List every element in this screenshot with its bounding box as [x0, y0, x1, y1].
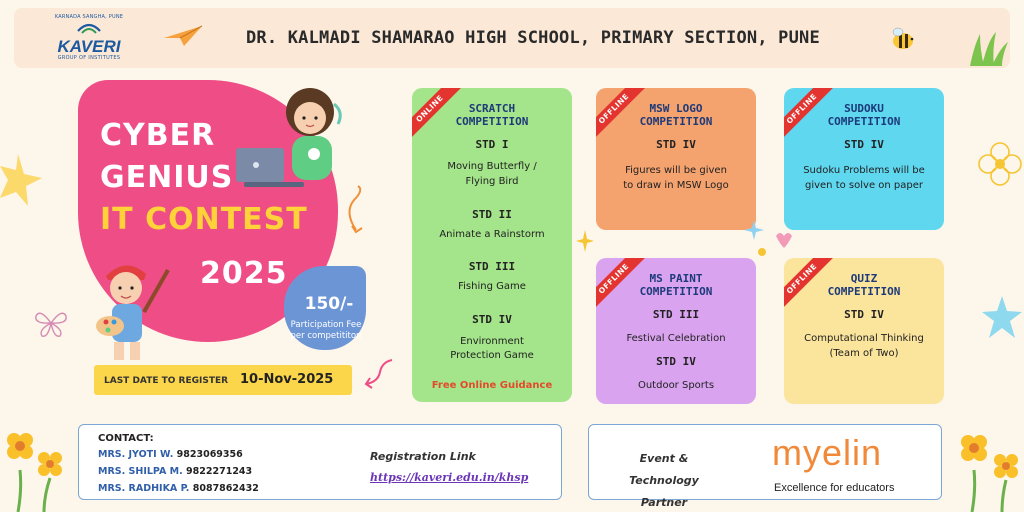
- partner-tagline: Excellence for educators: [774, 482, 895, 494]
- contact-phone[interactable]: 9823069356: [176, 449, 243, 460]
- header-banner: [14, 8, 1010, 68]
- scratch-std-2: STD II: [472, 208, 512, 221]
- flower-icon: [0, 430, 70, 512]
- deadline-date: 10-Nov-2025: [240, 372, 334, 387]
- ms-paint-desc-1: Festival Celebration: [626, 333, 726, 344]
- msw-logo-subtitle: COMPETITION: [639, 115, 713, 128]
- sparkle-icon: [744, 218, 794, 262]
- logo-name: KAVERI: [57, 37, 121, 56]
- scratch-desc-4b: Protection Game: [450, 350, 534, 361]
- free-guidance-note: Free Online Guidance: [431, 380, 553, 391]
- contact-person: [98, 449, 243, 460]
- registration-link[interactable]: https://kaveri.edu.in/khsp: [370, 471, 529, 484]
- contact-person: [98, 483, 259, 494]
- sudoku-competition-card: [784, 88, 944, 230]
- scratch-std-1: STD I: [475, 138, 509, 151]
- fee-text: Participation Fee per competititon: [290, 320, 362, 341]
- paper-plane-icon: [162, 24, 204, 48]
- quiz-std: STD IV: [844, 308, 884, 321]
- logo-sub-text: KARNADA SANGHA, PUNE: [54, 14, 124, 20]
- star-icon: [0, 150, 44, 210]
- offline-ribbon: OFFLINE: [784, 88, 834, 141]
- offline-ribbon: OFFLINE: [784, 258, 834, 311]
- ms-paint-desc-2: Outdoor Sports: [637, 380, 715, 391]
- boy-painter-illustration: [96, 256, 176, 366]
- scratch-competition-card: [412, 88, 572, 402]
- msw-logo-competition-card: [596, 88, 756, 230]
- sudoku-desc-b: given to solve on paper: [804, 180, 923, 191]
- msw-logo-title: MSW LOGO: [649, 102, 703, 115]
- arrow-doodle-icon: [362, 356, 396, 390]
- sudoku-std: STD IV: [844, 138, 884, 151]
- fee-amount: 150/-: [304, 294, 354, 314]
- msw-logo-desc-b: to draw in MSW Logo: [623, 180, 729, 191]
- msw-logo-std: STD IV: [656, 138, 696, 151]
- contest-title-line1: CYBER: [100, 118, 216, 153]
- star-icon: [980, 294, 1024, 340]
- sudoku-title: SUDOKU: [844, 102, 884, 115]
- scratch-desc-1b: Flying Bird: [465, 176, 519, 187]
- quiz-subtitle: COMPETITION: [827, 285, 901, 298]
- sparkle-icon: [576, 230, 594, 252]
- msw-logo-desc-a: Figures will be given: [625, 165, 727, 176]
- contest-title-line3: IT CONTEST: [100, 202, 308, 237]
- contest-title-line2: GENIUS: [100, 160, 234, 195]
- scratch-desc-1a: Moving Butterfly /: [447, 161, 537, 172]
- contact-name: MRS. RADHIKA P.: [98, 483, 190, 494]
- contest-year: 2025: [200, 256, 288, 291]
- deadline-label: LAST DATE TO REGISTER: [104, 376, 229, 386]
- scratch-subtitle: COMPETITION: [455, 115, 529, 128]
- kaveri-logo: [34, 12, 144, 64]
- contact-phone[interactable]: 8087862432: [192, 483, 259, 494]
- offline-ribbon: OFFLINE: [596, 258, 646, 311]
- girl-laptop-illustration: [230, 82, 346, 194]
- scratch-std-4: STD IV: [472, 313, 512, 326]
- registration-label: Registration Link: [370, 450, 476, 463]
- sudoku-subtitle: COMPETITION: [827, 115, 901, 128]
- logo-group-text: GROUP OF INSTITUTES: [57, 55, 121, 61]
- bee-icon: [888, 26, 916, 52]
- contact-name: MRS. SHILPA M.: [98, 466, 183, 477]
- online-ribbon: ONLINE: [412, 88, 462, 141]
- arrow-doodle-icon: [342, 184, 372, 234]
- partner-label-line2: Partner: [640, 496, 688, 509]
- contact-person: [98, 466, 252, 477]
- offline-ribbon: OFFLINE: [596, 88, 646, 141]
- kaveri-logo-icon: [76, 21, 102, 35]
- scratch-desc-2: Animate a Rainstorm: [439, 229, 545, 240]
- scratch-desc-4a: Environment: [460, 336, 524, 347]
- ms-paint-std-1: STD III: [652, 308, 700, 321]
- butterfly-icon: [34, 308, 68, 338]
- quiz-desc-b: (Team of Two): [829, 348, 899, 359]
- contact-phone[interactable]: 9822271243: [186, 466, 253, 477]
- scratch-std-3: STD III: [468, 260, 516, 273]
- contact-name: MRS. JYOTI W.: [98, 449, 174, 460]
- quiz-title: QUIZ: [850, 272, 878, 285]
- flower-icon: [976, 140, 1024, 190]
- school-name: DR. KALMADI SHAMARAO HIGH SCHOOL, PRIMARY SECTION, PUNE: [246, 28, 820, 48]
- myelin-logo: myelin: [772, 432, 883, 473]
- scratch-title: SCRATCH: [468, 102, 516, 115]
- partner-label-line1: Event & Technology: [629, 452, 699, 487]
- quiz-desc-a: Computational Thinking: [804, 333, 924, 344]
- scratch-desc-3: Fishing Game: [458, 281, 526, 292]
- ms-paint-competition-card: [596, 258, 756, 404]
- sudoku-desc-a: Sudoku Problems will be: [803, 165, 925, 176]
- ms-paint-std-2: STD IV: [656, 355, 696, 368]
- grass-icon: [966, 30, 1010, 66]
- contact-heading: CONTACT:: [98, 433, 154, 444]
- quiz-competition-card: [784, 258, 944, 404]
- partner-label: [604, 448, 724, 512]
- ms-paint-title: MS PAINT: [649, 272, 703, 285]
- ms-paint-subtitle: COMPETITION: [639, 285, 713, 298]
- flower-icon: [952, 430, 1024, 512]
